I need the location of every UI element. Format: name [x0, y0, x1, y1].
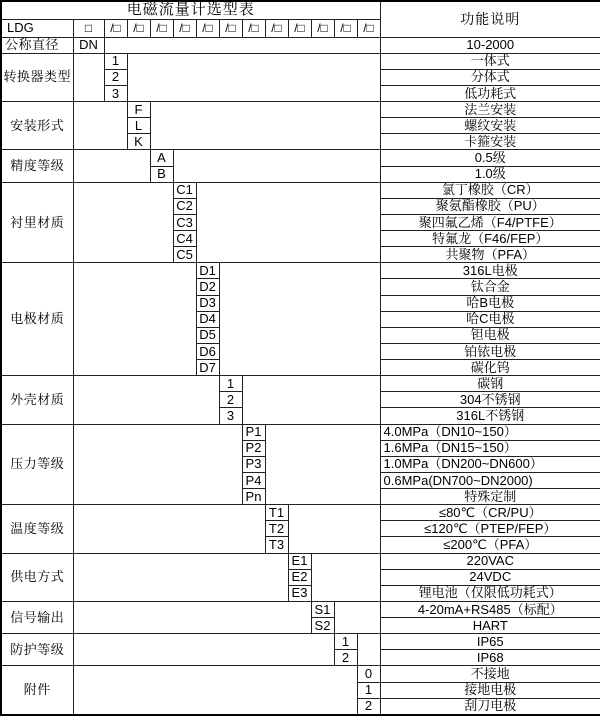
- option-code-cell: D7: [196, 360, 219, 376]
- spacer-cell: [73, 263, 196, 376]
- description-cell: 卡箍安装: [380, 134, 600, 150]
- description-cell: 24VDC: [380, 569, 600, 585]
- code-slot-box: /□: [334, 19, 357, 37]
- option-code-cell: B: [150, 166, 173, 182]
- description-cell: 碳钢: [380, 376, 600, 392]
- spacer-cell: [73, 376, 219, 424]
- description-cell: 低功耗式: [380, 85, 600, 101]
- option-code-cell: 3: [219, 408, 242, 424]
- description-cell: 1.0MPa（DN200~DN600）: [380, 456, 600, 472]
- model-prefix: LDG: [1, 19, 73, 37]
- description-cell: IP65: [380, 634, 600, 650]
- option-code-cell: 2: [219, 392, 242, 408]
- description-cell: 钛合金: [380, 279, 600, 295]
- spacer-cell: [73, 553, 288, 601]
- description-cell: 4.0MPa（DN10~150）: [380, 424, 600, 440]
- option-code-cell: S2: [311, 618, 334, 634]
- code-slot-box: /□: [288, 19, 311, 37]
- description-cell: 铂铱电极: [380, 343, 600, 359]
- description-cell: 共聚物（PFA）: [380, 247, 600, 263]
- category-label: 安装形式: [1, 102, 73, 150]
- spacer-cell: [73, 53, 104, 101]
- spacer-cell: [242, 376, 380, 424]
- option-code-cell: 1: [219, 376, 242, 392]
- option-code-cell: D6: [196, 343, 219, 359]
- spacer-cell: [357, 634, 380, 666]
- option-code-cell: D2: [196, 279, 219, 295]
- spacer-cell: [219, 263, 380, 376]
- description-cell: HART: [380, 618, 600, 634]
- spacer-cell: [73, 666, 357, 715]
- spacer-cell: [288, 505, 380, 553]
- option-code-cell: C5: [173, 247, 196, 263]
- option-code-cell: A: [150, 150, 173, 166]
- option-code-cell: 1: [357, 682, 380, 698]
- option-code-cell: 1: [104, 53, 127, 69]
- option-code-cell: 2: [104, 69, 127, 85]
- description-cell: 1.0级: [380, 166, 600, 182]
- spacer-cell: [73, 424, 242, 505]
- spacer-cell: [73, 634, 334, 666]
- function-column-header: 功能说明: [380, 1, 600, 37]
- option-code-cell: S1: [311, 601, 334, 617]
- description-cell: 316L电极: [380, 263, 600, 279]
- description-cell: 分体式: [380, 69, 600, 85]
- code-slot-box: /□: [150, 19, 173, 37]
- option-code-cell: T2: [265, 521, 288, 537]
- description-cell: 刮刀电极: [380, 698, 600, 715]
- description-cell: ≤200℃（PFA）: [380, 537, 600, 553]
- code-slot-box: /□: [242, 19, 265, 37]
- dn-code-box: □: [73, 19, 104, 37]
- code-slot-box: /□: [173, 19, 196, 37]
- option-code-cell: P3: [242, 456, 265, 472]
- option-code-cell: E2: [288, 569, 311, 585]
- category-label: 衬里材质: [1, 182, 73, 263]
- option-code-cell: D5: [196, 327, 219, 343]
- category-label: 信号输出: [1, 601, 73, 633]
- code-slot-box: /□: [265, 19, 288, 37]
- option-code-cell: P2: [242, 440, 265, 456]
- spacer-cell: [173, 150, 380, 182]
- description-cell: 0.5级: [380, 150, 600, 166]
- description-cell: 0.6MPa(DN700~DN2000): [380, 472, 600, 488]
- description-cell: 不接地: [380, 666, 600, 682]
- table-title: 电磁流量计选型表: [1, 1, 380, 19]
- code-slot-box: /□: [219, 19, 242, 37]
- spacer-cell: [73, 150, 150, 182]
- description-cell: 1.6MPa（DN15~150）: [380, 440, 600, 456]
- option-code-cell: P4: [242, 472, 265, 488]
- option-code-cell: 0: [357, 666, 380, 682]
- description-cell: 氯丁橡胶（CR）: [380, 182, 600, 198]
- option-code-cell: T3: [265, 537, 288, 553]
- description-cell: 碳化钨: [380, 360, 600, 376]
- description-cell: 220VAC: [380, 553, 600, 569]
- option-code-cell: 2: [334, 650, 357, 666]
- category-label: 压力等级: [1, 424, 73, 505]
- description-cell: 法兰安装: [380, 102, 600, 118]
- description-cell: ≤120℃（PTEP/FEP）: [380, 521, 600, 537]
- spacer-cell: [311, 553, 380, 601]
- spacer-cell: [73, 505, 265, 553]
- description-cell: 特氟龙（F46/FEP）: [380, 231, 600, 247]
- spacer-cell: [265, 424, 380, 505]
- code-slot-box: /□: [127, 19, 150, 37]
- option-code-cell: L: [127, 118, 150, 134]
- option-code-cell: F: [127, 102, 150, 118]
- spacer-cell: [127, 53, 380, 101]
- category-label: 外壳材质: [1, 376, 73, 424]
- category-label: 附件: [1, 666, 73, 715]
- option-code-cell: C3: [173, 214, 196, 230]
- description-cell: 一体式: [380, 53, 600, 69]
- spacer-cell: [73, 182, 173, 263]
- description-cell: 聚氨酯橡胶（PU）: [380, 198, 600, 214]
- spacer-cell: [196, 182, 380, 263]
- option-code-cell: Pn: [242, 489, 265, 505]
- description-cell: 10-2000: [380, 37, 600, 53]
- code-slot-box: /□: [311, 19, 334, 37]
- description-cell: 钽电极: [380, 327, 600, 343]
- option-code-cell: D3: [196, 295, 219, 311]
- option-code-cell: 3: [104, 85, 127, 101]
- category-label: 转换器类型: [1, 53, 73, 101]
- spacer-cell: [334, 601, 380, 633]
- code-slot-box: /□: [104, 19, 127, 37]
- description-cell: 特殊定制: [380, 489, 600, 505]
- description-cell: IP68: [380, 650, 600, 666]
- description-cell: 锂电池（仅限低功耗式）: [380, 585, 600, 601]
- description-cell: 螺纹安装: [380, 118, 600, 134]
- description-cell: 哈B电极: [380, 295, 600, 311]
- option-code-cell: C4: [173, 231, 196, 247]
- description-cell: 316L不锈钢: [380, 408, 600, 424]
- option-code-cell: C2: [173, 198, 196, 214]
- spacer-cell: [104, 37, 380, 53]
- category-label: 精度等级: [1, 150, 73, 182]
- code-slot-box: /□: [357, 19, 380, 37]
- description-cell: 哈C电极: [380, 311, 600, 327]
- option-code-cell: D4: [196, 311, 219, 327]
- description-cell: 304不锈钢: [380, 392, 600, 408]
- spacer-cell: [150, 102, 380, 150]
- option-code-cell: E1: [288, 553, 311, 569]
- option-code-cell: C1: [173, 182, 196, 198]
- option-code-cell: 1: [334, 634, 357, 650]
- option-code-cell: 2: [357, 698, 380, 715]
- option-code-cell: K: [127, 134, 150, 150]
- option-code-cell: D1: [196, 263, 219, 279]
- category-label: 温度等级: [1, 505, 73, 553]
- spacer-cell: [73, 601, 311, 633]
- description-cell: 聚四氟乙烯（F4/PTFE）: [380, 214, 600, 230]
- option-code-cell: E3: [288, 585, 311, 601]
- description-cell: 接地电极: [380, 682, 600, 698]
- option-code-cell: P1: [242, 424, 265, 440]
- description-cell: 4-20mA+RS485（标配）: [380, 601, 600, 617]
- code-slot-box: /□: [196, 19, 219, 37]
- option-code-cell: T1: [265, 505, 288, 521]
- category-label: 防护等级: [1, 634, 73, 666]
- category-label: 电极材质: [1, 263, 73, 376]
- category-label: 供电方式: [1, 553, 73, 601]
- option-code-cell: DN: [73, 37, 104, 53]
- description-cell: ≤80℃（CR/PU）: [380, 505, 600, 521]
- spacer-cell: [73, 102, 127, 150]
- category-label: 公称直径: [1, 37, 73, 53]
